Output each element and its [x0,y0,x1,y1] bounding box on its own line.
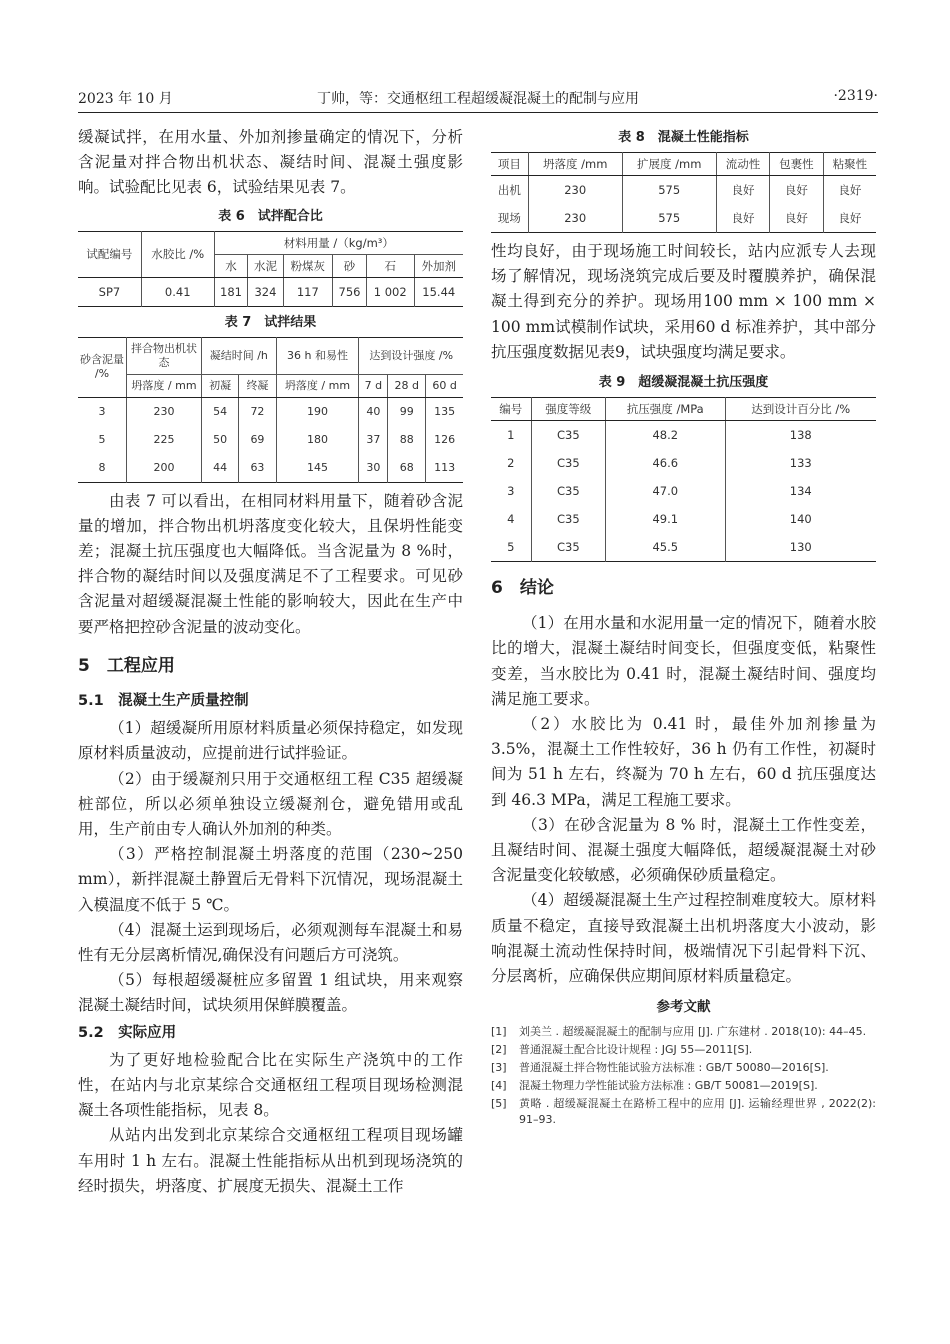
table-cell: 良好 [716,204,769,233]
reference-item [491,1078,876,1094]
table8-col: 粘聚性 [823,153,876,176]
table-cell: 135 [426,397,463,426]
reference-item [491,1024,876,1040]
intro-paragraph: 缓凝试拌，在用水量、外加剂掺量确定的情况下，分析含泥量对拌合物出机状态、凝结时间、混凝土强度影响。试验配比见表 6，试验结果见表 7。 [78,128,463,197]
table-cell: 50 [202,426,239,454]
table-cell: 2 [507,456,515,471]
list-item: （5）每根超缓凝桩应多留置 1 组试块，用来观察混凝土凝结时间，试块须用保鲜膜覆盖。 [78,971,463,1015]
table6-col: 石 [366,254,414,277]
table8-col: 包裹性 [770,153,823,176]
table-cell: 113 [426,454,463,483]
table7-col: 7 d [359,374,388,397]
references-heading: 参考文献 [656,999,711,1016]
reference-number: [4] [491,1079,507,1093]
table-cell: 37 [359,426,388,454]
analysis-paragraph: 由表 7 可以看出，在相同材料用量下，随着砂含泥量的增加，拌合物出机坍落度变化较大，且保坍性能变差；混凝土抗压强度也大幅降低。当含泥量为 8 %时，拌合物的凝结时间以及强度满足不了工程要求。可见砂含泥量对超缓凝混凝土性能的影响较大，因此在生产中要严格把控砂含泥量的波动变化。 [78,491,463,636]
table-cell: 3 [507,484,515,499]
table7-col: 28 d [388,374,426,397]
table-cell: 5 [507,540,515,555]
section-6-heading: 6 结论 [491,578,554,599]
list-item: （3）在砂含泥量为 8 % 时，混凝土工作性变差，且凝结时间、混凝土强度大幅降低，超缓凝混凝土对砂含泥量变化较敏感，必须确保砂质量稳定。 [491,815,876,885]
reference-item [491,1060,876,1076]
table-cell: 140 [725,505,876,533]
table8-col: 扩展度 /mm [622,153,716,176]
table-cell: 良好 [770,176,823,205]
table6-header-id: 试配编号 [78,231,141,277]
reference-item [491,1096,876,1128]
table6-col: 水泥 [248,254,283,277]
reference-item [491,1042,876,1058]
section-5-1-heading: 5.1 混凝土生产质量控制 [78,693,249,710]
list-item: （4）混凝土运到现场后，必须观测每车混凝土和易性有无分层离析情况,确保没有问题后方可浇筑。 [78,920,463,965]
table-row [491,449,876,477]
table-cell: 225 [127,426,202,454]
table-cell: SP7 [98,284,121,299]
table-cell: 47.0 [606,477,726,505]
table-row [491,204,876,233]
section-5-2-heading: 5.2 实际应用 [78,1024,177,1041]
table-cell: 68 [388,454,426,483]
table9-col: 强度等级 [531,398,605,421]
list-item: （3）严格控制混凝土坍落度的范围（230~250 mm），新拌混凝土静置后无骨料下沉情况，现场混凝土入模温度不低于 5 ℃。 [78,845,463,914]
running-title: 丁帅，等：交通枢纽工程超缓凝混凝土的配制与应用 [317,91,639,107]
table9-caption: 表 9 超缓凝混凝土抗压强度 [598,375,769,391]
table-cell: C35 [531,421,605,450]
table7-col: 坍落度 / mm [276,374,359,397]
table-cell: 46.6 [606,449,726,477]
table-row [78,454,463,483]
reference-text: 黄略 . 超缓凝混凝土在路桥工程中的应用 [J]. 运输经理世界 , 2022(2): 91–93. [519,1097,876,1127]
table-row [78,397,463,426]
table-cell: 230 [127,397,202,426]
table-cell: 良好 [823,204,876,233]
table-cell: 181 [214,277,248,306]
table-cell: 134 [725,477,876,505]
table-cell: 133 [725,449,876,477]
table8-col: 流动性 [716,153,769,176]
table-cell: 良好 [770,204,823,233]
table-cell: 138 [725,421,876,450]
table-cell: C35 [531,505,605,533]
table-row [78,277,463,306]
table-cell: 0.41 [141,277,214,306]
table-cell: 324 [248,277,283,306]
table-cell: 40 [359,397,388,426]
table-cell: 126 [426,426,463,454]
table-cell: 230 [528,204,622,233]
table-cell: C35 [531,477,605,505]
list-item: （1）在用水量和水泥用量一定的情况下，随着水胶比的增大，混凝土凝结时间变长，但强度变低，粘聚性变差，当水胶比为 0.41 时，混凝土凝结时间、强度均满足施工要求。 [491,614,876,708]
table-cell: 190 [276,397,359,426]
table7-header-mud: 砂含泥量 /% [78,337,127,397]
table-row [491,176,876,205]
table-cell: C35 [531,449,605,477]
table6 [78,231,463,307]
table-row [491,505,876,533]
paragraph: 为了更好地检验配合比在实际生产浇筑中的工作性，在站内与北京某综合交通枢纽工程项目现场检测混凝土各项性能指标，见表 8。 [78,1050,463,1120]
table-cell: 130 [725,533,876,562]
table-cell: 69 [239,426,276,454]
continued-paragraph: 性均良好，由于现场施工时间较长，站内应派专人去现场了解情况，现场浇筑完成后要及时覆膜养护，确保混凝土得到充分的养护。现场用100 mm × 100 mm × 100 mm试模制作试块，采用60 d 标准养护，其中部分抗压强度数据见表9，试块强度均满足要求。 [491,242,876,361]
reference-number: [5] [491,1097,507,1111]
table-cell: C35 [531,533,605,562]
table-cell: 良好 [823,176,876,205]
table-cell: 15.44 [414,277,463,306]
table8 [491,152,876,233]
table-cell: 49.1 [606,505,726,533]
table6-header-group: 材料用量 /（kg/m³） [214,231,463,254]
table8-col: 项目 [491,153,528,176]
table9-col: 抗压强度 /MPa [606,398,726,421]
table-cell: 54 [202,397,239,426]
table-cell: 1 002 [366,277,414,306]
table-row [491,477,876,505]
table-cell: 3 [98,404,106,418]
reference-text: 普通混凝土拌合物性能试验方法标准 : GB/T 50080—2016[S]. [519,1061,829,1075]
reference-text: 混凝土物理力学性能试验方法标准 : GB/T 50081—2019[S]. [519,1079,818,1093]
table-cell: 1 [507,428,515,443]
list-item: （1）超缓凝所用原材料质量必须保持稳定，如发现原材料质量波动，应提前进行试拌验证。 [78,719,463,763]
list-item: （2）水胶比为 0.41 时，最佳外加剂掺量为 3.5%，混凝土工作性较好，36 h 仍有工作性，初凝时间为 51 h 左右，终凝为 70 h 左右，60 d 抗压强度达到 46.3 MPa，满足工程施工要求。 [491,715,876,809]
section-5-heading: 5 工程应用 [78,655,175,676]
table7-col: 坍落度 / mm [127,374,202,397]
table-cell: 88 [388,426,426,454]
reference-number: [3] [491,1061,507,1075]
table9-col: 达到设计百分比 /% [725,398,876,421]
table-cell: 44 [202,454,239,483]
table-cell: 99 [388,397,426,426]
table-cell: 575 [622,204,716,233]
table-row [491,533,876,562]
table-cell: 117 [283,277,333,306]
table-cell: 63 [239,454,276,483]
table-cell: 5 [98,432,106,446]
table7-header-36h: 36 h 和易性 [276,337,359,374]
table9-col: 编号 [491,398,531,421]
table-cell: 出机 [497,183,521,197]
table7-col: 60 d [426,374,463,397]
table-cell: 180 [276,426,359,454]
table6-col: 水 [214,254,248,277]
table7-col: 终凝 [239,374,276,397]
table6-header-wb: 水胶比 /% [141,231,214,277]
table-cell: 575 [622,176,716,205]
table6-col: 外加剂 [414,254,463,277]
table8-col: 坍落度 /mm [528,153,622,176]
table7-col: 初凝 [202,374,239,397]
table6-col: 砂 [333,254,367,277]
table-cell: 良好 [716,176,769,205]
table-cell: 现场 [497,211,521,225]
right-column [491,128,876,1130]
table-row [78,426,463,454]
table6-col: 粉煤灰 [283,254,333,277]
reference-number: [1] [491,1025,507,1039]
table-cell: 756 [333,277,367,306]
left-column [78,125,463,1199]
table-row [491,421,876,450]
table-cell: 145 [276,454,359,483]
header-rule [78,112,878,113]
table-cell: 230 [528,176,622,205]
list-item: （4）超缓凝混凝土生产过程控制难度较大。原材料质量不稳定，直接导致混凝土出机坍落度大小波动，影响混凝土流动性保持时间，极端情况下引起骨料下沉、分层离析，应确保供应期间原材料质量稳定。 [491,891,876,986]
issue-date: 2023 年 10 月 [78,91,173,107]
reference-text: 刘美兰 . 超缓凝混凝土的配制与应用 [J]. 广东建材 . 2018(10): 44–45. [519,1025,867,1039]
reference-number: [2] [491,1043,507,1057]
table6-caption: 表 6 试拌配合比 [218,208,323,224]
table7-caption: 表 7 试拌结果 [224,314,317,330]
list-item: （2）由于缓凝剂只用于交通枢纽工程 C35 超缓凝桩部位，所以必须单独设立缓凝剂仓，避免错用或乱用，生产前由专人确认外加剂的种类。 [78,769,463,839]
table-cell: 48.2 [606,421,726,450]
table7-header-set: 凝结时间 /h [202,337,277,374]
reference-text: 普通混凝土配合比设计规程 : JGJ 55—2011[S]. [519,1043,753,1057]
table-cell: 72 [239,397,276,426]
table7 [78,337,463,483]
table-cell: 30 [359,454,388,483]
table9 [491,397,876,562]
table7-header-strength: 达到设计强度 /% [359,337,463,374]
paragraph: 从站内出发到北京某综合交通枢纽工程项目现场罐车用时 1 h 左右。混凝土性能指标从出机到现场浇筑的经时损失，坍落度、扩展度无损失、混凝土工作 [78,1126,463,1195]
table8-caption: 表 8 混凝土性能指标 [618,130,749,145]
table7-header-state: 拌合物出机状态 [127,337,202,374]
table-cell: 200 [127,454,202,483]
table-cell: 8 [98,460,106,474]
table-cell: 4 [507,512,515,527]
table-cell: 45.5 [606,533,726,562]
page-number: ·2319· [833,88,878,104]
